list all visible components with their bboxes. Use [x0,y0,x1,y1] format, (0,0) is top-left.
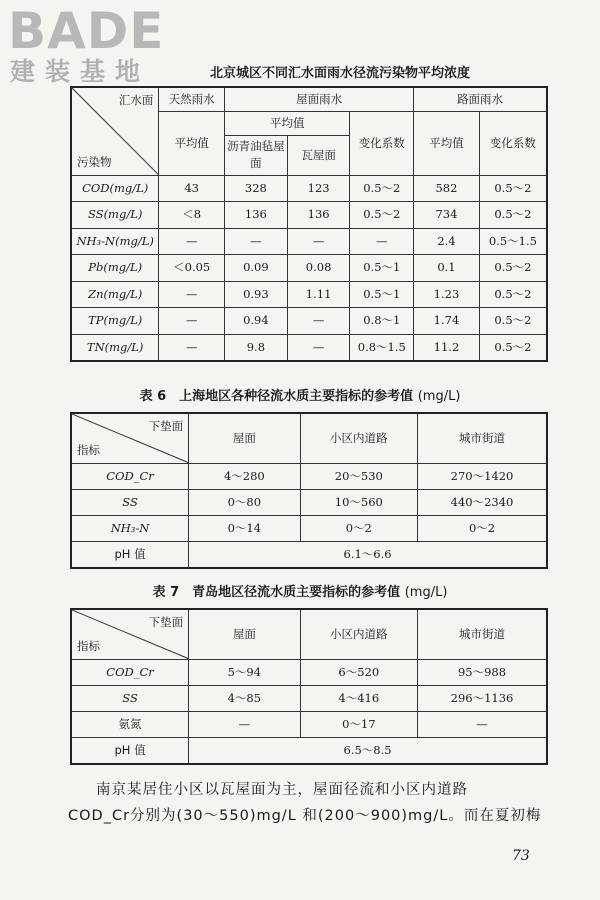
table5-caption [0,66,600,82]
table7-cell: 0～17 [300,711,417,737]
table6-cell: 0～80 [189,489,300,515]
table7-cell: — [418,711,547,737]
table5-row-name: TP(mg/L) [71,308,159,335]
table5-cell-road_avg: 1.74 [414,308,480,335]
table6-ph-label: pH 值 [71,541,189,568]
table5-row-name: COD(mg/L) [71,175,159,202]
table5-cell-roof_var: — [350,228,414,255]
table5-cell-road_avg: 2.4 [414,228,480,255]
table6-col-inner-road: 小区内道路 [300,413,417,463]
paragraph-line-2 [68,803,548,829]
table5-cell-asphalt: 0.93 [225,281,288,308]
table6-cell: 20～530 [300,463,417,489]
table5-cell-asphalt: 136 [225,202,288,229]
table5-corner [71,87,159,175]
table5-cell-natural: — [159,228,225,255]
table-row [71,334,547,361]
table5-header-road-variation: 变化系数 [479,111,547,175]
table5-cell-roof_var: 0.5～1 [350,281,414,308]
table7-caption-text: 表 7 青岛地区径流水质主要指标的参考值 [152,585,401,600]
table7-cell: 4～416 [300,685,417,711]
table7-cell: 95～988 [418,659,547,685]
table6-cell: 10～560 [300,489,417,515]
table6-cell: 0～2 [300,515,417,541]
table6-cell: 270～1420 [418,463,547,489]
page-number: 73 [512,848,530,864]
table7-cell: 5～94 [189,659,300,685]
table5-header-roof-variation: 变化系数 [350,111,414,175]
paragraph-line-1 [68,777,548,803]
table-row [71,175,547,202]
table6-cell: 4～280 [189,463,300,489]
table5-cell-road_var: 0.5～2 [479,202,547,229]
table5-cell-roof_var: 0.5～2 [350,175,414,202]
table5-cell-tile: 136 [287,202,350,229]
table5-row-name: TN(mg/L) [71,334,159,361]
table5-caption-text: 北京城区不同汇水面雨水径流污染物平均浓度 [209,66,470,81]
table6-col-roof: 屋面 [189,413,300,463]
table7-corner [71,609,189,659]
table-row [71,228,547,255]
table7-cell: 4～85 [189,685,300,711]
table7-row-name: SS [71,685,189,711]
table6-cell: 0～2 [418,515,547,541]
table5-cell-road_var: 0.5～2 [479,175,547,202]
table6-row-name: COD_Cr [71,463,189,489]
table5-cell-natural: 43 [159,175,225,202]
table-row [71,463,547,489]
table6-cell: 0～14 [189,515,300,541]
table5-row-name: SS(mg/L) [71,202,159,229]
table7-cell: — [189,711,300,737]
table5-corner-top: 汇水面 [118,93,154,107]
table5-cell-asphalt: 328 [225,175,288,202]
table5-header-roof-avg: 平均值 [225,111,350,135]
table-row [71,515,547,541]
table5-cell-asphalt: 9.8 [225,334,288,361]
table7 [70,608,548,765]
table5-cell-tile: 1.11 [287,281,350,308]
table7-caption-unit: (mg/L) [404,585,448,600]
table-row [71,685,547,711]
table5-cell-road_avg: 734 [414,202,480,229]
table-row [71,489,547,515]
table-row [71,255,547,282]
table6-caption [0,389,600,405]
table-row [71,281,547,308]
table5-row-name: NH₃-N(mg/L) [71,228,159,255]
table5-row-name: Zn(mg/L) [71,281,159,308]
table-row [71,202,547,229]
table5-cell-natural: — [159,308,225,335]
table6-row-name: SS [71,489,189,515]
table5-cell-asphalt: 0.94 [225,308,288,335]
paragraph-line-2-text: COD_Cr分别为(30～550)mg/L 和(200～900)mg/L。而在夏初梅 [68,808,542,824]
paragraph-line-1-text: 南京某居住小区以瓦屋面为主，屋面径流和小区内道路 [96,782,468,798]
table5-cell-road_var: 0.5～2 [479,281,547,308]
table5-cell-road_var: 0.5～2 [479,255,547,282]
table5-row-name: Pb(mg/L) [71,255,159,282]
table5-cell-asphalt: 0.09 [225,255,288,282]
table7-corner-bottom: 指标 [77,638,100,653]
logo-brand: BADE [8,2,165,60]
table5-cell-tile: 123 [287,175,350,202]
table7-ph-label: pH 值 [71,737,189,764]
logo-subtitle: 建装基地 [10,57,151,86]
table5-cell-tile: 0.08 [287,255,350,282]
table-row [71,659,547,685]
table5-cell-roof_var: 0.5～1 [350,255,414,282]
table5-corner-bottom: 污染物 [77,154,112,169]
table5-cell-road_var: 0.5～1.5 [479,228,547,255]
table5-cell-natural: — [159,281,225,308]
table6-row-name: NH₃-N [71,515,189,541]
table-row [71,308,547,335]
table5-cell-roof_var: 0.8～1 [350,308,414,335]
table5-cell-road_var: 0.5～2 [479,308,547,335]
table5-header-natural: 天然雨水 [159,87,225,111]
table6-corner [71,413,189,463]
table6-col-street: 城市街道 [418,413,547,463]
table7-cell: 296～1136 [418,685,547,711]
table5-header-tile: 瓦屋面 [287,135,350,175]
table6-corner-top: 下垫面 [148,419,184,433]
table5-header-road-avg: 平均值 [414,111,480,175]
table5-cell-tile: — [287,308,350,335]
table6-caption-unit: (mg/L) [417,389,461,404]
table5-cell-road_var: 0.5～2 [479,334,547,361]
table6 [70,412,548,569]
table7-caption [0,585,600,601]
table5-cell-roof_var: 0.5～2 [350,202,414,229]
table6-ph-value: 6.1～6.6 [189,541,547,568]
table7-row-name: 氨氮 [71,711,189,737]
table7-ph-value: 6.5～8.5 [189,737,547,764]
table5-cell-tile: — [287,334,350,361]
table5-cell-road_avg: 1.23 [414,281,480,308]
table6-caption-text: 表 6 上海地区各种径流水质主要指标的参考值 [139,389,414,404]
table7-col-street: 城市街道 [418,609,547,659]
table5-cell-tile: — [287,228,350,255]
table-row [71,711,547,737]
table5-cell-road_avg: 11.2 [414,334,480,361]
table5-cell-road_avg: 582 [414,175,480,202]
table5-cell-roof_var: 0.8～1.5 [350,334,414,361]
table7-col-inner-road: 小区内道路 [300,609,417,659]
table5-cell-asphalt: — [225,228,288,255]
table5-header-natural-avg: 平均值 [159,111,225,175]
table5-header-asphalt: 沥青油毡屋面 [225,135,288,175]
table5-cell-natural: ＜0.05 [159,255,225,282]
table5-cell-natural: ＜8 [159,202,225,229]
table5-cell-natural: — [159,334,225,361]
table5-cell-road_avg: 0.1 [414,255,480,282]
table6-corner-bottom: 指标 [77,442,100,457]
table5 [70,86,548,362]
table7-col-roof: 屋面 [189,609,300,659]
table5-header-roof: 屋面雨水 [225,87,414,111]
table7-cell: 6～520 [300,659,417,685]
table5-header-road: 路面雨水 [414,87,547,111]
table7-row-name: COD_Cr [71,659,189,685]
table7-corner-top: 下垫面 [148,615,184,629]
table6-cell: 440～2340 [418,489,547,515]
